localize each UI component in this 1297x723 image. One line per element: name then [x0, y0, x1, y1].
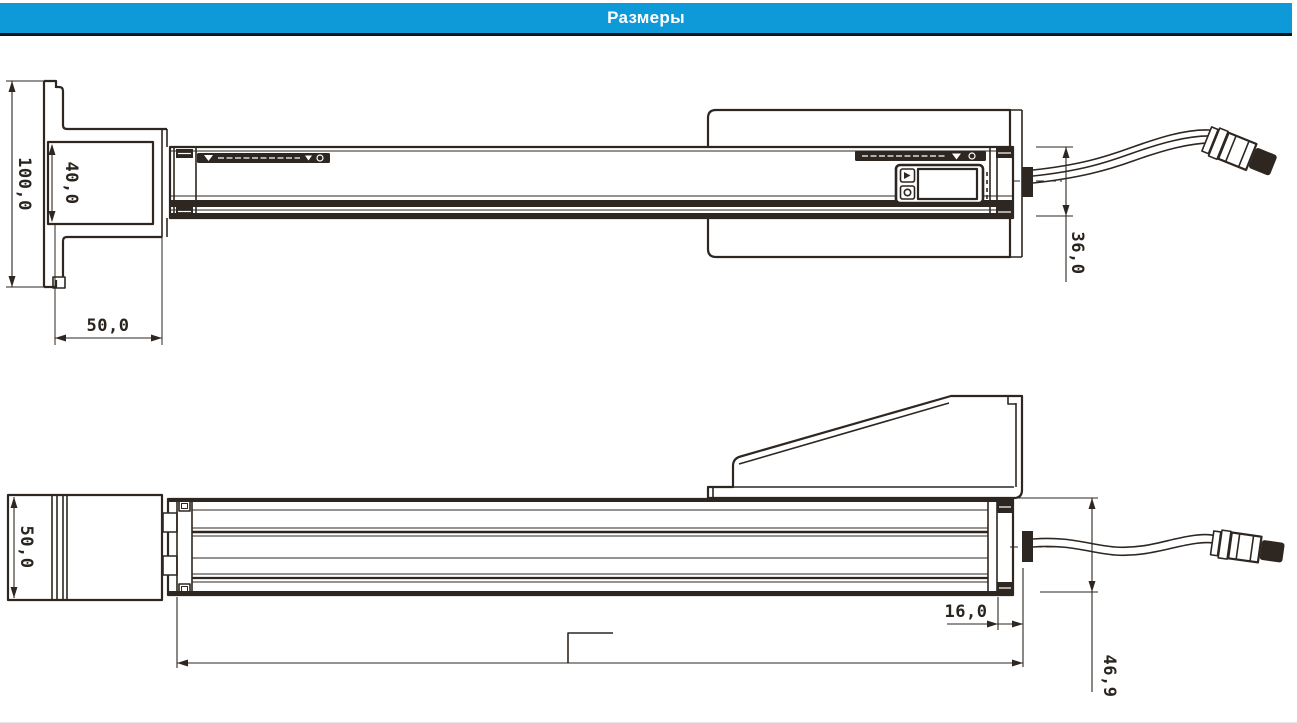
dimension-label: 46,9 [1099, 654, 1119, 698]
dimension-label: 40,0 [61, 161, 81, 205]
end-block [8, 495, 162, 600]
dimension-bracket-width [55, 316, 162, 342]
cable-gland [1022, 167, 1033, 197]
cable [1033, 529, 1285, 567]
bottom-view-drawing [8, 396, 1285, 697]
dimension-bracket-height [6, 81, 44, 287]
dimension-label: 36,0 [1067, 231, 1087, 275]
device-body-bottom [163, 499, 1013, 595]
dimension-profile-height [1018, 498, 1119, 697]
control-panel [896, 165, 987, 203]
warning-label-icon [855, 151, 986, 161]
dimension-label: 50,0 [16, 525, 36, 569]
connector-icon [1201, 125, 1279, 180]
warning-label-icon [197, 153, 330, 163]
dimension-overall-length [177, 597, 1023, 668]
dimension-label: 100,0 [14, 157, 34, 211]
section-title: Размеры [607, 8, 685, 27]
mounting-bracket-bottom [708, 396, 1022, 498]
top-view-drawing [6, 81, 1279, 345]
dimension-label: 16,0 [944, 602, 988, 622]
cable [1033, 125, 1279, 183]
dimension-label: 50,0 [86, 316, 130, 336]
display-window [918, 169, 977, 199]
connector-icon [1210, 529, 1285, 567]
dimension-body-depth [1036, 147, 1087, 282]
bracket-slot [48, 142, 153, 224]
device-body-top [170, 147, 1013, 218]
